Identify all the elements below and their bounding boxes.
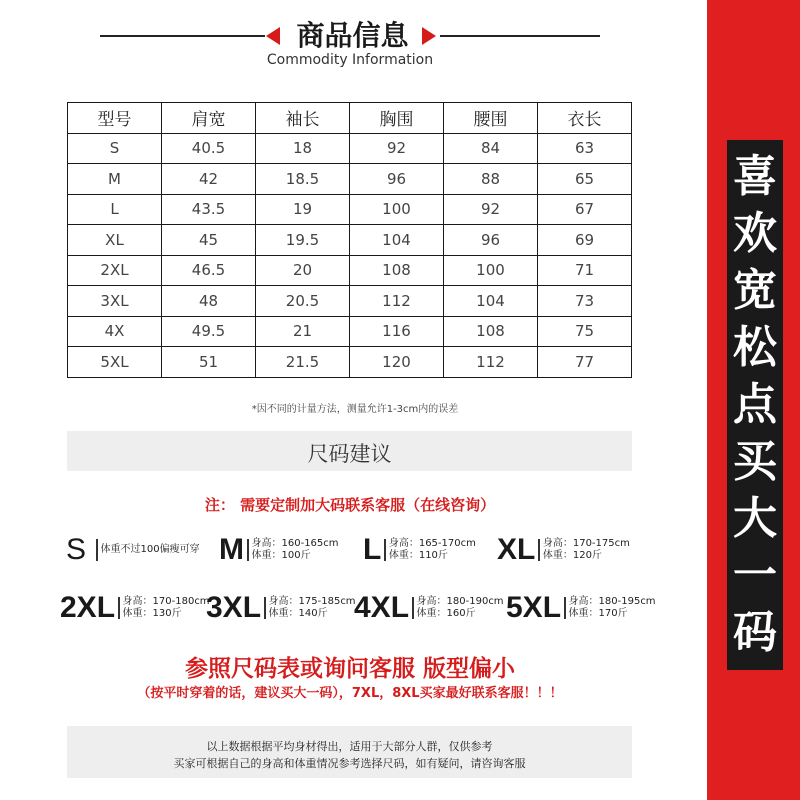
table-cell: 100: [444, 255, 538, 286]
table-row: [68, 164, 632, 195]
divider: [264, 597, 266, 619]
table-cell: 65: [538, 164, 632, 195]
table-cell: 46.5: [162, 255, 256, 286]
table-cell: 75: [538, 316, 632, 347]
table-cell: 112: [350, 286, 444, 317]
header-ornament-right-icon: [422, 27, 436, 45]
size-rec-label: S: [66, 533, 87, 566]
size-rec-info: [389, 538, 476, 562]
size-rec-line: 身高：175-185cm: [268, 596, 356, 607]
banner-char: 买: [733, 436, 777, 487]
promo-banner: [707, 0, 800, 800]
table-cell: 71: [538, 255, 632, 286]
size-rec-info: [543, 538, 630, 562]
table-cell: 51: [162, 347, 256, 378]
size-rec-info: [417, 596, 504, 620]
table-cell: 67: [538, 194, 632, 225]
size-rec-label: XL: [497, 533, 536, 566]
table-cell: 19: [256, 194, 350, 225]
size-rec-xl: [497, 535, 630, 565]
column-header: 衣长: [538, 103, 632, 134]
size-rec-line: 身高：160-165cm: [251, 538, 339, 549]
size-rec-s: [66, 535, 200, 565]
table-cell: 96: [350, 164, 444, 195]
size-rec-line: 身高：180-190cm: [416, 596, 504, 607]
size-rec-line: 体重不过100偏瘦可穿: [100, 544, 200, 555]
table-cell: 18.5: [256, 164, 350, 195]
column-header: 肩宽: [162, 103, 256, 134]
table-cell: 20.5: [256, 286, 350, 317]
table-cell: 120: [350, 347, 444, 378]
size-rec-label: 5XL: [506, 591, 562, 624]
table-cell: 43.5: [162, 194, 256, 225]
table-cell: 4X: [68, 316, 162, 347]
table-cell: 69: [538, 225, 632, 256]
table-cell: S: [68, 133, 162, 164]
size-rec-line: 身高：180-195cm: [568, 596, 656, 607]
size-rec-label: M: [219, 533, 244, 566]
promo-banner-panel: [727, 140, 783, 670]
table-cell: 116: [350, 316, 444, 347]
banner-char: 松: [733, 322, 777, 373]
promo-banner-text: [727, 148, 783, 661]
size-rec-l: [363, 535, 476, 565]
size-rec-line: 身高：170-180cm: [122, 596, 210, 607]
table-cell: 112: [444, 347, 538, 378]
table-row: [68, 194, 632, 225]
size-rec-4xl: [354, 593, 504, 623]
recommend-band: [67, 431, 632, 471]
banner-char: 码: [733, 607, 777, 658]
size-rec-label: L: [363, 533, 382, 566]
table-cell: 49.5: [162, 316, 256, 347]
table-cell: 92: [350, 133, 444, 164]
size-advice-detail: （按平时穿着的话，建议买大一码），7XL，8XL买家最好联系客服！！！: [137, 686, 563, 701]
footer-line: 买家可根据自己的身高和体重情况参考选择尺码，如有疑问，请咨询客服: [173, 757, 526, 770]
custom-size-note: 注： 需要定制加大码联系客服（在线咨询）: [204, 496, 496, 514]
size-rec-2xl: [60, 593, 210, 623]
column-header: 胸围: [350, 103, 444, 134]
divider: [412, 597, 414, 619]
table-cell: 21: [256, 316, 350, 347]
divider: [564, 597, 566, 619]
table-cell: 77: [538, 347, 632, 378]
header-rule-right: [440, 35, 600, 37]
table-cell: 19.5: [256, 225, 350, 256]
size-table-header-row: [68, 103, 632, 134]
table-row: [68, 133, 632, 164]
column-header: 型号: [68, 103, 162, 134]
footer-line: 以上数据根据平均身材得出，适用于大部分人群，仅供参考: [206, 740, 493, 753]
table-cell: 100: [350, 194, 444, 225]
table-cell: 42: [162, 164, 256, 195]
table-row: [68, 347, 632, 378]
size-rec-line: 体重：160斤: [416, 608, 476, 619]
table-cell: 63: [538, 133, 632, 164]
table-cell: 84: [444, 133, 538, 164]
table-row: [68, 255, 632, 286]
table-cell: 20: [256, 255, 350, 286]
header-ornament-left-icon: [266, 27, 280, 45]
measurement-note: *因不同的计量方法，测量允许1-3cm内的误差: [251, 404, 459, 415]
table-cell: L: [68, 194, 162, 225]
banner-char: 宽: [733, 265, 777, 316]
table-cell: 48: [162, 286, 256, 317]
size-rec-line: 体重：110斤: [388, 550, 448, 561]
table-row: [68, 316, 632, 347]
size-rec-info: [269, 596, 356, 620]
size-rec-info: [123, 596, 210, 620]
size-rec-line: 身高：170-175cm: [542, 538, 630, 549]
banner-char: 欢: [733, 208, 777, 259]
table-cell: 45: [162, 225, 256, 256]
table-cell: 92: [444, 194, 538, 225]
header-rule-left: [100, 35, 265, 37]
table-cell: XL: [68, 225, 162, 256]
banner-char: 一: [733, 550, 777, 601]
banner-char: 大: [733, 493, 777, 544]
table-row: [68, 225, 632, 256]
page-title: 商品信息: [296, 19, 409, 52]
recommend-title: 尺码建议: [307, 442, 392, 466]
table-cell: 108: [444, 316, 538, 347]
size-rec-info: [569, 596, 656, 620]
table-cell: 88: [444, 164, 538, 195]
table-cell: M: [68, 164, 162, 195]
size-rec-line: 身高：165-170cm: [388, 538, 476, 549]
table-cell: 104: [444, 286, 538, 317]
size-rec-5xl: [506, 593, 656, 623]
size-rec-line: 体重：130斤: [122, 608, 182, 619]
divider: [384, 539, 386, 561]
size-rec-label: 4XL: [354, 591, 410, 624]
size-rec-line: 体重：170斤: [568, 608, 628, 619]
size-rec-line: 体重：140斤: [268, 608, 328, 619]
table-cell: 2XL: [68, 255, 162, 286]
size-advice-headline: 参照尺码表或询问客服 版型偏小: [184, 656, 515, 682]
size-rec-label: 3XL: [206, 591, 262, 624]
size-rec-m: [219, 535, 339, 565]
table-cell: 108: [350, 255, 444, 286]
size-rec-3xl: [206, 593, 356, 623]
divider: [118, 597, 120, 619]
size-rec-line: 体重：100斤: [251, 550, 311, 561]
table-cell: 96: [444, 225, 538, 256]
size-rec-label: 2XL: [60, 591, 116, 624]
size-rec-info: [101, 544, 200, 556]
banner-char: 喜: [733, 151, 777, 202]
size-table: [67, 102, 632, 378]
table-cell: 5XL: [68, 347, 162, 378]
size-rec-info: [252, 538, 339, 562]
banner-char: 点: [733, 379, 777, 430]
page-subtitle: Commodity Information: [266, 52, 434, 68]
column-header: 袖长: [256, 103, 350, 134]
table-cell: 40.5: [162, 133, 256, 164]
footer-disclaimer: [67, 726, 632, 778]
table-cell: 21.5: [256, 347, 350, 378]
table-cell: 3XL: [68, 286, 162, 317]
table-cell: 104: [350, 225, 444, 256]
table-row: [68, 286, 632, 317]
size-rec-line: 体重：120斤: [542, 550, 602, 561]
table-cell: 73: [538, 286, 632, 317]
column-header: 腰围: [444, 103, 538, 134]
divider: [96, 539, 98, 561]
table-cell: 18: [256, 133, 350, 164]
divider: [538, 539, 540, 561]
divider: [247, 539, 249, 561]
